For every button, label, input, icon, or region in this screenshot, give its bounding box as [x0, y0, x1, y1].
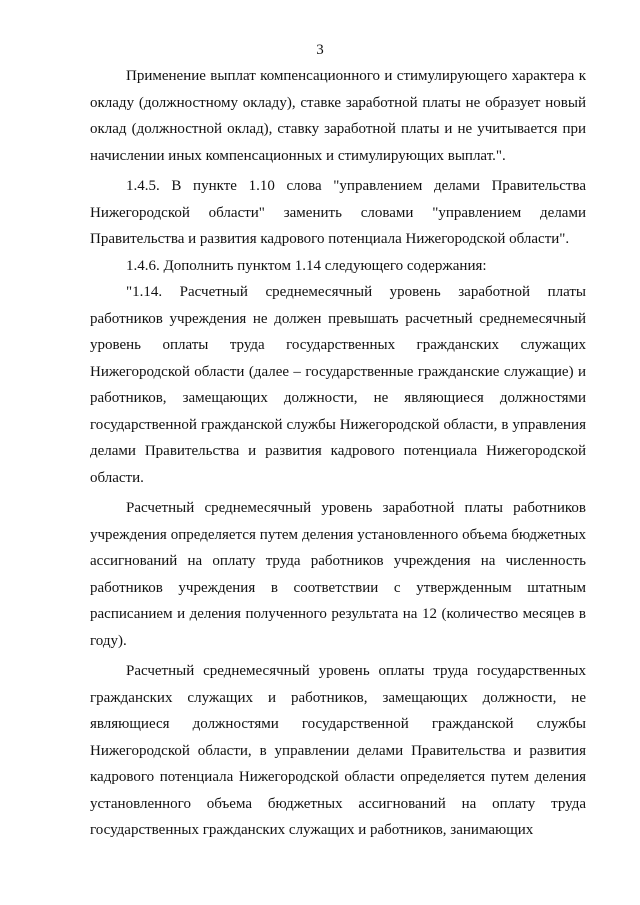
paragraph-compensation-payments: Применение выплат компенсационного и стимулирующего характера к окладу (должностному окладу), ставке заработной платы не образует новый оклад (должностной оклад), ставку заработной платы и не учитывается при начислении иных компенсационных и стимулирующих выплат.".: [90, 68, 586, 164]
paragraph-1-4-5: 1.4.5. В пункте 1.10 слова "управлением делами Правительства Нижегородской области" заменить словами "управлением делами Правительства и развития кадрового потенциала Нижегородской области".: [90, 178, 586, 247]
paragraph-1-14: "1.14. Расчетный среднемесячный уровень заработной платы работников учреждения не должен превышать расчетный среднемесячный уровень оплаты труда государственных гражданских служащих Нижегородской области (далее – государственные гражданские служащие) и работников, замещающих должности, не являющиеся должностями государственной гражданской службы Нижегородской области, в управления делами Правительства и развития кадрового потенциала Нижегородской области.: [90, 284, 586, 486]
document-body: [90, 63, 586, 844]
page-number: 3: [316, 42, 324, 58]
paragraph-institution-salary-level: Расчетный среднемесячный уровень заработной платы работников учреждения определяется путем деления установленного объема бюджетных ассигнований на оплату труда работников учреждения на численность работников учреждения в соответствии с утвержденным штатным расписанием и деления полученного результата на 12 (количество месяцев в году).: [90, 500, 586, 649]
paragraph-civil-servants-salary-level: Расчетный среднемесячный уровень оплаты труда государственных гражданских служащих и работников, замещающих должности, не являющиеся должностями государственной гражданской службы Нижегородской области, в управлении делами Правительства и развития кадрового потенциала Нижегородской области определяется путем деления установленного объема бюджетных ассигнований на оплату труда государственных гражданских служащих и работников, занимающих: [90, 663, 586, 838]
paragraph-1-4-6: 1.4.6. Дополнить пунктом 1.14 следующего содержания:: [126, 257, 487, 274]
